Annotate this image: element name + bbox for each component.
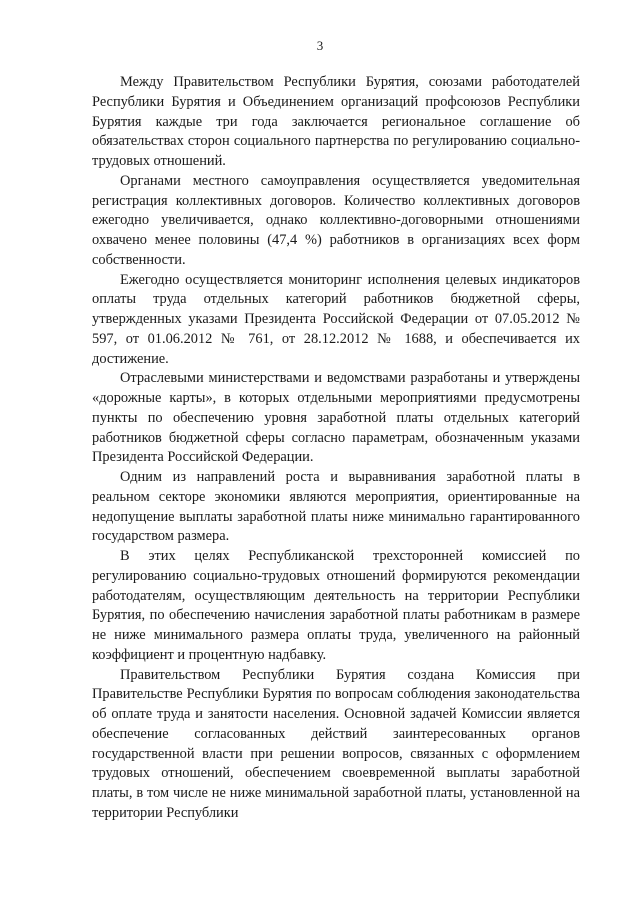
paragraph-salary-monitoring: Ежегодно осуществляется мониторинг исполнения целевых индикаторов оплаты труда отдельных категорий работников бюджетной сферы, утвержденных указами Президента Российской Федерации от 07.05.2012 № 597, от 01.06.2012 № 761, от 28.12.2012 № 1688, и обеспечивается их достижение. bbox=[92, 271, 580, 367]
paragraph-road-maps: Отраслевыми министерствами и ведомствами разработаны и утверждены «дорожные карты», в которых отдельными мероприятиями предусмотрены пункты по обеспечению уровня заработной платы отдельных категорий работников бюджетной сферы согласно параметрам, обозначенным указами Президента Российской Федерации. bbox=[92, 370, 580, 466]
paragraph-tripartite-commission: В этих целях Республиканской трехсторонней комиссией по регулированию социально-трудовых отношений формируются рекомендации работодателям, осуществляющим деятельность на территории Республики Бурятия, по обеспечению начисления заработной платы работникам в размере не ниже минимального размера оплаты труда, увеличенного на районный коэффициент и процентную надбавку. bbox=[92, 548, 580, 663]
document-body bbox=[92, 73, 580, 824]
paragraph-regional-agreement: Между Правительством Республики Бурятия, союзами работодателей Республики Бурятия и Объединением организаций профсоюзов Республики Бурятия каждые три года заключается региональное соглашение об обязательствах сторон социального партнерства по регулированию социально-трудовых отношений. bbox=[92, 74, 580, 169]
page-number: 3 bbox=[316, 38, 324, 53]
paragraph-collective-agreements: Органами местного самоуправления осуществляется уведомительная регистрация коллективных договоров. Количество коллективных договоров ежегодно увеличивается, однако коллективно-договорными отношениями охвачено менее половины (47,4 %) работников в организациях всех форм собственности. bbox=[92, 172, 580, 268]
paragraph-government-commission: Правительством Республики Бурятия создана Комиссия при Правительстве Республики Бурятия по вопросам соблюдения законодательства об оплате труда и занятости населения. Основной задачей Комиссии является обеспечение согласованных действий заинтересованных органов государственной власти при решении вопросов, связанных с оформлением трудовых отношений, обеспечением своевременной выплаты заработной платы, в том числе не ниже минимальной заработной платы, установленной на территории Республики bbox=[92, 666, 580, 821]
paragraph-wage-growth: Одним из направлений роста и выравнивания заработной платы в реальном секторе экономики являются мероприятия, ориентированные на недопущение выплаты заработной платы ниже минимально гарантированного государством размера. bbox=[92, 469, 580, 545]
